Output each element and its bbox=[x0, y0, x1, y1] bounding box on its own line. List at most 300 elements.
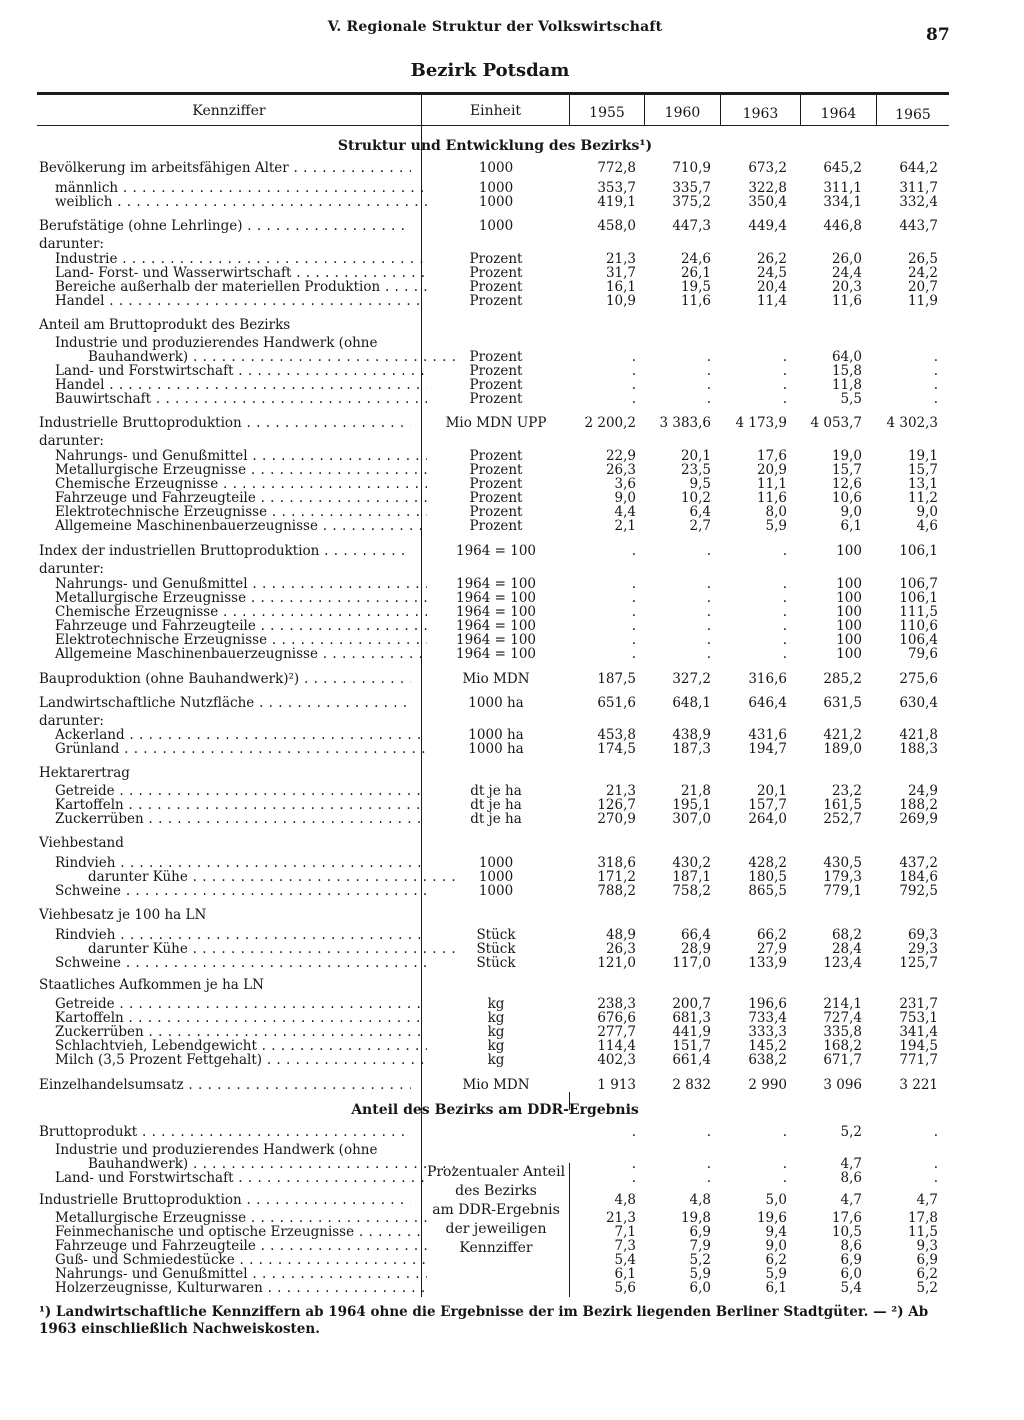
region-title: Bezirk Potsdam bbox=[410, 60, 570, 81]
value-1955: . bbox=[631, 590, 636, 606]
value-1955: 6,1 bbox=[614, 1266, 636, 1282]
row-label: weiblich . . . bbox=[55, 194, 427, 210]
value-1964: 285,2 bbox=[823, 671, 862, 687]
value-1963: . bbox=[782, 391, 787, 407]
table-row-viehbesatz-je-100-ha-ln bbox=[0, 907, 1000, 923]
row-unit: Prozent bbox=[469, 490, 523, 506]
value-1965: 341,4 bbox=[899, 1024, 938, 1040]
value-1965: 125,7 bbox=[899, 955, 938, 971]
table-row-darunter bbox=[0, 236, 1000, 252]
value-1960: 335,7 bbox=[672, 180, 711, 196]
value-1960: 327,2 bbox=[672, 671, 711, 687]
value-1963: 19,6 bbox=[756, 1210, 787, 1226]
value-1965: 69,3 bbox=[907, 927, 938, 943]
unit-block-line: am DDR-Ergebnis bbox=[432, 1202, 560, 1218]
row-label: Metallurgische Erzeugnisse . . . bbox=[55, 1210, 427, 1226]
unit-block-line: Prozentualer Anteil bbox=[426, 1164, 566, 1180]
value-1955: 22,9 bbox=[605, 448, 636, 464]
row-label: darunter Kühe . . . bbox=[88, 941, 460, 957]
value-1955: 353,7 bbox=[597, 180, 636, 196]
row-label: Berufstätige (ohne Lehrlinge) . . . bbox=[39, 218, 411, 234]
value-1955: 5,6 bbox=[614, 1280, 636, 1296]
value-1963: 5,9 bbox=[765, 1266, 787, 1282]
value-1955: 21,3 bbox=[605, 1210, 636, 1226]
value-1965: 106,7 bbox=[899, 576, 938, 592]
value-1965: 24,9 bbox=[907, 783, 938, 799]
row-unit: Stück bbox=[476, 927, 516, 943]
row-label: Land- und Forstwirtschaft . . . bbox=[55, 1170, 427, 1186]
value-1963: 9,0 bbox=[765, 1238, 787, 1254]
value-1964: 100 bbox=[836, 632, 862, 648]
value-1964: 334,1 bbox=[823, 194, 862, 210]
value-1964: 10,6 bbox=[831, 490, 862, 506]
value-1960: . bbox=[706, 377, 711, 393]
value-1955: 7,1 bbox=[614, 1224, 636, 1240]
value-1960: . bbox=[706, 604, 711, 620]
value-1955: . bbox=[631, 543, 636, 559]
row-label: Viehbestand bbox=[39, 835, 124, 851]
value-1965: 753,1 bbox=[899, 1010, 938, 1026]
value-1965: 11,9 bbox=[907, 293, 938, 309]
value-1965: 3 221 bbox=[899, 1077, 938, 1093]
table-row-handel bbox=[0, 293, 1000, 309]
value-1960: 5,2 bbox=[689, 1252, 711, 1268]
value-1965: 231,7 bbox=[899, 996, 938, 1012]
row-label: Chemische Erzeugnisse . . . bbox=[55, 476, 427, 492]
value-1965: 4,7 bbox=[916, 1192, 938, 1208]
value-1955: . bbox=[631, 349, 636, 365]
value-1960: 6,9 bbox=[689, 1224, 711, 1240]
value-1960: . bbox=[706, 1170, 711, 1186]
row-label: Metallurgische Erzeugnisse . . . bbox=[55, 590, 427, 606]
row-label: darunter: bbox=[39, 713, 104, 729]
value-1955: 16,1 bbox=[605, 279, 636, 295]
row-label: Bauhandwerk) . . . bbox=[88, 1156, 460, 1172]
value-1960: . bbox=[706, 590, 711, 606]
row-label: Land- und Forstwirtschaft . . . bbox=[55, 363, 427, 379]
row-unit: dt je ha bbox=[470, 811, 522, 827]
value-1965: 6,2 bbox=[916, 1266, 938, 1282]
value-1964: 6,9 bbox=[840, 1252, 862, 1268]
value-1963: . bbox=[782, 576, 787, 592]
value-1963: 145,2 bbox=[748, 1038, 787, 1054]
row-label: Ackerland . . . bbox=[55, 727, 427, 743]
value-1964: 17,6 bbox=[831, 1210, 862, 1226]
header-einheit: Einheit bbox=[469, 103, 522, 119]
section-title-struktur: Struktur und Entwicklung des Bezirks¹) bbox=[337, 138, 653, 154]
value-1960: 200,7 bbox=[672, 996, 711, 1012]
table-row-schweine bbox=[0, 955, 1000, 971]
value-1964: 20,3 bbox=[831, 279, 862, 295]
value-1964: 446,8 bbox=[823, 218, 862, 234]
value-1964: 6,0 bbox=[840, 1266, 862, 1282]
value-1963: 673,2 bbox=[748, 160, 787, 176]
row-label: darunter Kühe . . . bbox=[88, 869, 460, 885]
value-1964: 11,6 bbox=[831, 293, 862, 309]
row-unit: Prozent bbox=[469, 293, 523, 309]
value-1965: 332,4 bbox=[899, 194, 938, 210]
value-1960: 681,3 bbox=[672, 1010, 711, 1026]
value-1955: 174,5 bbox=[597, 741, 636, 757]
value-1965: 13,1 bbox=[907, 476, 938, 492]
value-1955: . bbox=[631, 377, 636, 393]
value-1965: 106,1 bbox=[899, 590, 938, 606]
value-1955: 2,1 bbox=[614, 518, 636, 534]
value-1955: 126,7 bbox=[597, 797, 636, 813]
value-1955: . bbox=[631, 1170, 636, 1186]
value-1963: 449,4 bbox=[748, 218, 787, 234]
value-1965: . bbox=[933, 1156, 938, 1172]
value-1960: . bbox=[706, 391, 711, 407]
row-label: darunter: bbox=[39, 433, 104, 449]
row-label: Industrielle Bruttoproduktion . . . bbox=[39, 1192, 411, 1208]
table-row-bauproduktion-ohne-bauhandwerk bbox=[0, 671, 1000, 687]
value-1955: 1 913 bbox=[597, 1077, 636, 1093]
value-1960: . bbox=[706, 1156, 711, 1172]
value-1963: 20,4 bbox=[756, 279, 787, 295]
value-1955: 4,8 bbox=[614, 1192, 636, 1208]
value-1963: 865,5 bbox=[748, 883, 787, 899]
value-1963: 26,2 bbox=[756, 251, 787, 267]
value-1963: . bbox=[782, 1170, 787, 1186]
value-1965: 443,7 bbox=[899, 218, 938, 234]
value-1963: 27,9 bbox=[756, 941, 787, 957]
row-unit: Mio MDN UPP bbox=[445, 415, 547, 431]
value-1964: 5,2 bbox=[840, 1124, 862, 1140]
value-1964: 24,4 bbox=[831, 265, 862, 281]
value-1965: 184,6 bbox=[899, 869, 938, 885]
row-label: Kartoffeln . . . bbox=[55, 1010, 427, 1026]
value-1965: 15,7 bbox=[907, 462, 938, 478]
value-1955: 238,3 bbox=[597, 996, 636, 1012]
row-unit: 1964 = 100 bbox=[455, 543, 537, 559]
header-year-1964: 1964 bbox=[820, 106, 857, 122]
row-unit: kg bbox=[487, 1010, 505, 1026]
table-row-schweine bbox=[0, 883, 1000, 899]
value-1965: 4 302,3 bbox=[886, 415, 938, 431]
row-label: Landwirtschaftliche Nutzfläche . . . bbox=[39, 695, 411, 711]
value-1963: 431,6 bbox=[748, 727, 787, 743]
value-1955: . bbox=[631, 576, 636, 592]
value-1964: 671,7 bbox=[823, 1052, 862, 1068]
running-head: V. Regionale Struktur der Volkswirtschaft bbox=[327, 19, 663, 35]
value-1960: . bbox=[706, 576, 711, 592]
value-1964: 11,8 bbox=[831, 377, 862, 393]
row-unit: Prozent bbox=[469, 518, 523, 534]
value-1955: 10,9 bbox=[605, 293, 636, 309]
value-1964: 5,4 bbox=[840, 1280, 862, 1296]
row-unit: Mio MDN bbox=[462, 1077, 530, 1093]
value-1964: 5,5 bbox=[840, 391, 862, 407]
value-1965: 110,6 bbox=[899, 618, 938, 634]
table-row-bauwirtschaft bbox=[0, 391, 1000, 407]
value-1960: 20,1 bbox=[680, 448, 711, 464]
row-label: Schweine . . . bbox=[55, 883, 427, 899]
table-top-rule bbox=[37, 92, 949, 95]
unit-block-line: Kennziffer bbox=[459, 1240, 533, 1256]
value-1964: 68,2 bbox=[831, 927, 862, 943]
value-1960: . bbox=[706, 543, 711, 559]
value-1960: 2,7 bbox=[689, 518, 711, 534]
value-1965: 275,6 bbox=[899, 671, 938, 687]
value-1963: 5,0 bbox=[765, 1192, 787, 1208]
value-1955: 277,7 bbox=[597, 1024, 636, 1040]
value-1963: . bbox=[782, 363, 787, 379]
value-1955: . bbox=[631, 604, 636, 620]
value-1965: 771,7 bbox=[899, 1052, 938, 1068]
value-1960: 3 383,6 bbox=[659, 415, 711, 431]
value-1960: 2 832 bbox=[672, 1077, 711, 1093]
value-1960: 11,6 bbox=[680, 293, 711, 309]
row-label: Allgemeine Maschinenbauerzeugnisse . . . bbox=[55, 646, 427, 662]
row-unit: Prozent bbox=[469, 349, 523, 365]
table-row-einzelhandelsumsatz bbox=[0, 1077, 1000, 1093]
value-1963: 322,8 bbox=[748, 180, 787, 196]
value-1965: 20,7 bbox=[907, 279, 938, 295]
row-label: Handel . . . bbox=[55, 377, 427, 393]
value-1955: 21,3 bbox=[605, 251, 636, 267]
value-1965: 311,7 bbox=[899, 180, 938, 196]
row-label: Rindvieh . . . bbox=[55, 855, 427, 871]
value-1963: 133,9 bbox=[748, 955, 787, 971]
value-1963: 8,0 bbox=[765, 504, 787, 520]
value-1965: . bbox=[933, 391, 938, 407]
value-1963: 24,5 bbox=[756, 265, 787, 281]
value-1963: 5,9 bbox=[765, 518, 787, 534]
table-row-weiblich bbox=[0, 194, 1000, 210]
value-1963: 180,5 bbox=[748, 869, 787, 885]
value-1964: 100 bbox=[836, 618, 862, 634]
value-1963: 157,7 bbox=[748, 797, 787, 813]
row-label: Milch (3,5 Prozent Fettgehalt) . . . bbox=[55, 1052, 427, 1068]
row-label: Viehbesatz je 100 ha LN bbox=[39, 907, 207, 923]
value-1955: 7,3 bbox=[614, 1238, 636, 1254]
row-label: Schweine . . . bbox=[55, 955, 427, 971]
table-row-gruenland bbox=[0, 741, 1000, 757]
value-1964: 64,0 bbox=[831, 349, 862, 365]
value-1960: 430,2 bbox=[672, 855, 711, 871]
value-1963: 17,6 bbox=[756, 448, 787, 464]
value-1965: 79,6 bbox=[907, 646, 938, 662]
header-year-1963: 1963 bbox=[742, 106, 779, 122]
value-1955: 4,4 bbox=[614, 504, 636, 520]
value-1960: 19,8 bbox=[680, 1210, 711, 1226]
row-unit: 1964 = 100 bbox=[455, 576, 537, 592]
row-label: Grünland . . . bbox=[55, 741, 427, 757]
row-unit: kg bbox=[487, 1038, 505, 1054]
value-1960: 117,0 bbox=[672, 955, 711, 971]
row-unit: Prozent bbox=[469, 504, 523, 520]
table-row-darunter bbox=[0, 433, 1000, 449]
table-row-landwirtschaftliche-nutzflaeche bbox=[0, 695, 1000, 711]
value-1965: 630,4 bbox=[899, 695, 938, 711]
value-1963: . bbox=[782, 604, 787, 620]
value-1965: . bbox=[933, 363, 938, 379]
row-label: Fahrzeuge und Fahrzeugteile . . . bbox=[55, 618, 427, 634]
value-1964: 100 bbox=[836, 576, 862, 592]
value-1964: 12,6 bbox=[831, 476, 862, 492]
table-row-milch-3-5-prozent-fettgehalt bbox=[0, 1052, 1000, 1068]
value-1963: 638,2 bbox=[748, 1052, 787, 1068]
row-label: Nahrungs- und Genußmittel . . . bbox=[55, 576, 427, 592]
value-1963: 11,4 bbox=[756, 293, 787, 309]
value-1955: . bbox=[631, 618, 636, 634]
row-unit: 1000 bbox=[478, 194, 514, 210]
row-unit: 1000 bbox=[478, 869, 514, 885]
value-1965: 421,8 bbox=[899, 727, 938, 743]
value-1965: 29,3 bbox=[907, 941, 938, 957]
value-1965: 9,3 bbox=[916, 1238, 938, 1254]
value-1960: 10,2 bbox=[680, 490, 711, 506]
row-label: Bevölkerung im arbeitsfähigen Alter . . . bbox=[39, 160, 411, 176]
row-unit: kg bbox=[487, 1024, 505, 1040]
value-1964: 4,7 bbox=[840, 1156, 862, 1172]
unit-block-line: des Bezirks bbox=[455, 1183, 537, 1199]
value-1960: 5,9 bbox=[689, 1266, 711, 1282]
value-1963: 20,1 bbox=[756, 783, 787, 799]
table-row-allgemeine-maschinenbauerzeugnisse bbox=[0, 518, 1000, 534]
value-1955: 48,9 bbox=[605, 927, 636, 943]
value-1963: 11,1 bbox=[756, 476, 787, 492]
table-row-allgemeine-maschinenbauerzeugnisse bbox=[0, 646, 1000, 662]
value-1963: . bbox=[782, 1124, 787, 1140]
row-label: Industrielle Bruttoproduktion . . . bbox=[39, 415, 411, 431]
value-1963: 733,4 bbox=[748, 1010, 787, 1026]
value-1960: 648,1 bbox=[672, 695, 711, 711]
row-unit: 1000 ha bbox=[468, 741, 524, 757]
value-1960: 4,8 bbox=[689, 1192, 711, 1208]
value-1964: 23,2 bbox=[831, 783, 862, 799]
row-unit: Prozent bbox=[469, 265, 523, 281]
row-label: Industrie und produzierendes Handwerk (ohne bbox=[55, 335, 378, 351]
value-1960: 195,1 bbox=[672, 797, 711, 813]
value-1960: 7,9 bbox=[689, 1238, 711, 1254]
value-1960: 6,0 bbox=[689, 1280, 711, 1296]
row-label: Metallurgische Erzeugnisse . . . bbox=[55, 462, 427, 478]
value-1963: 196,6 bbox=[748, 996, 787, 1012]
value-1964: 100 bbox=[836, 543, 862, 559]
value-1964: 727,4 bbox=[823, 1010, 862, 1026]
value-1965: 17,8 bbox=[907, 1210, 938, 1226]
value-1955: 318,6 bbox=[597, 855, 636, 871]
table-row-bevoelkerung-im-arbeitsfaehigen-alter bbox=[0, 160, 1000, 176]
value-1965: 5,2 bbox=[916, 1280, 938, 1296]
value-1955: 458,0 bbox=[597, 218, 636, 234]
value-1955: . bbox=[631, 363, 636, 379]
row-label: Bauhandwerk) . . . bbox=[88, 349, 460, 365]
value-1960: 438,9 bbox=[672, 727, 711, 743]
row-label: Guß- und Schmiedestücke . . . bbox=[55, 1252, 427, 1268]
value-1960: . bbox=[706, 646, 711, 662]
value-1963: 6,1 bbox=[765, 1280, 787, 1296]
value-1964: 168,2 bbox=[823, 1038, 862, 1054]
value-1960: . bbox=[706, 618, 711, 634]
value-1955: 676,6 bbox=[597, 1010, 636, 1026]
row-label: Bereiche außerhalb der materiellen Produktion . . . bbox=[55, 279, 427, 295]
row-label: Fahrzeuge und Fahrzeugteile . . . bbox=[55, 1238, 427, 1254]
row-unit: dt je ha bbox=[470, 783, 522, 799]
row-label: Elektrotechnische Erzeugnisse . . . bbox=[55, 632, 427, 648]
row-label: Nahrungs- und Genußmittel . . . bbox=[55, 448, 427, 464]
value-1965: 269,9 bbox=[899, 811, 938, 827]
value-1965: 188,3 bbox=[899, 741, 938, 757]
value-1963: 66,2 bbox=[756, 927, 787, 943]
value-1955: 21,3 bbox=[605, 783, 636, 799]
row-label: Hektarertrag bbox=[39, 765, 130, 781]
header-kennziffer: Kennziffer bbox=[192, 103, 266, 119]
value-1960: 28,9 bbox=[680, 941, 711, 957]
value-1960: . bbox=[706, 349, 711, 365]
header-year-1965: 1965 bbox=[895, 107, 931, 123]
row-label: Getreide . . . bbox=[55, 996, 427, 1012]
value-1963: 4 173,9 bbox=[735, 415, 787, 431]
value-1964: 179,3 bbox=[823, 869, 862, 885]
header-year-1955: 1955 bbox=[589, 105, 625, 121]
table-header-rule bbox=[37, 125, 949, 126]
value-1960: 24,6 bbox=[680, 251, 711, 267]
value-1963: . bbox=[782, 1156, 787, 1172]
table-row-anteil-am-bruttoprodukt-des-bezirks bbox=[0, 317, 1000, 333]
value-1964: 214,1 bbox=[823, 996, 862, 1012]
row-label: Industrie . . . bbox=[55, 251, 427, 267]
value-1965: 11,2 bbox=[907, 490, 938, 506]
value-1965: 9,0 bbox=[916, 504, 938, 520]
value-1955: 3,6 bbox=[614, 476, 636, 492]
value-1963: 316,6 bbox=[748, 671, 787, 687]
value-1955: 402,3 bbox=[597, 1052, 636, 1068]
row-unit: 1964 = 100 bbox=[455, 604, 537, 620]
value-1965: . bbox=[933, 1170, 938, 1186]
row-label: Zuckerrüben . . . bbox=[55, 811, 427, 827]
value-1965: 644,2 bbox=[899, 160, 938, 176]
value-1960: 21,8 bbox=[680, 783, 711, 799]
row-unit: 1964 = 100 bbox=[455, 590, 537, 606]
value-1963: 2 990 bbox=[748, 1077, 787, 1093]
row-label: Index der industriellen Bruttoproduktion . . . bbox=[39, 543, 411, 559]
value-1963: . bbox=[782, 632, 787, 648]
value-1964: 430,5 bbox=[823, 855, 862, 871]
value-1960: . bbox=[706, 363, 711, 379]
value-1965: 106,4 bbox=[899, 632, 938, 648]
row-unit: Stück bbox=[476, 955, 516, 971]
value-1960: 23,5 bbox=[680, 462, 711, 478]
value-1960: 66,4 bbox=[680, 927, 711, 943]
value-1964: 252,7 bbox=[823, 811, 862, 827]
row-label: Nahrungs- und Genußmittel . . . bbox=[55, 1266, 427, 1282]
value-1960: 661,4 bbox=[672, 1052, 711, 1068]
value-1965: 792,5 bbox=[899, 883, 938, 899]
value-1964: 631,5 bbox=[823, 695, 862, 711]
value-1965: 26,5 bbox=[907, 251, 938, 267]
value-1960: 441,9 bbox=[672, 1024, 711, 1040]
value-1965: 106,1 bbox=[899, 543, 938, 559]
value-1964: 3 096 bbox=[823, 1077, 862, 1093]
row-label: Rindvieh . . . bbox=[55, 927, 427, 943]
value-1964: 9,0 bbox=[840, 504, 862, 520]
value-1960: 9,5 bbox=[689, 476, 711, 492]
row-unit: 1000 ha bbox=[468, 727, 524, 743]
value-1955: 9,0 bbox=[614, 490, 636, 506]
table-row-berufstaetige-ohne-lehrlinge bbox=[0, 218, 1000, 234]
table-row-hektarertrag bbox=[0, 765, 1000, 781]
value-1964: 100 bbox=[836, 590, 862, 606]
row-label: Feinmechanische und optische Erzeugnisse . . . bbox=[55, 1224, 427, 1240]
value-1965: 194,5 bbox=[899, 1038, 938, 1054]
value-1960: 187,1 bbox=[672, 869, 711, 885]
table-row-staatliches-aufkommen-je-ha-ln bbox=[0, 977, 1000, 993]
row-label: Bauproduktion (ohne Bauhandwerk)²) . . . bbox=[39, 671, 411, 687]
row-label: Chemische Erzeugnisse . . . bbox=[55, 604, 427, 620]
